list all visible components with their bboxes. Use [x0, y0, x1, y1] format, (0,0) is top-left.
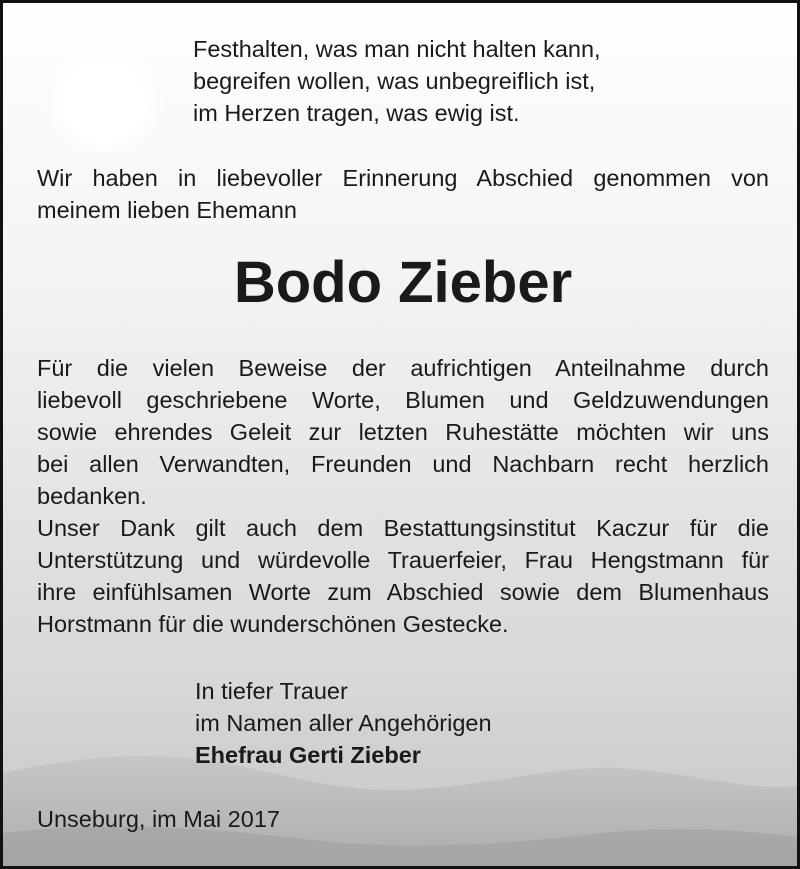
poem-line: im Herzen tragen, was ewig ist. — [193, 100, 520, 126]
thanks-line: bedanken. — [37, 483, 147, 509]
thanks-line: ihre einfühlsamen Worte zum Abschied sowie dem Blumenhaus — [37, 579, 769, 605]
poem-line: begreifen wollen, was unbegreiflich ist, — [193, 68, 596, 94]
thanks-line: Für die vielen Beweise der aufrichtigen Anteilnahme durch — [37, 355, 769, 381]
thanks-line: Unser Dank gilt auch dem Bestattungsinstitut Kaczur für die — [37, 515, 769, 541]
poem — [193, 33, 753, 129]
signature-line: im Namen aller Angehörigen — [195, 710, 492, 736]
thanks-line: bei allen Verwandten, Freunden und Nachbarn recht herzlich — [37, 451, 769, 477]
signer-name: Ehefrau Gerti Zieber — [195, 742, 421, 768]
intro-line: Wir haben in liebevoller Erinnerung Abschied genommen von — [37, 165, 769, 191]
intro-text — [37, 162, 769, 226]
thanks-line: Horstmann für die wunderschönen Gestecke. — [37, 611, 509, 637]
poem-line: Festhalten, was man nicht halten kann, — [193, 36, 601, 62]
intro-line: meinem lieben Ehemann — [37, 197, 297, 223]
place-date: Unseburg, im Mai 2017 — [37, 806, 280, 832]
thanks-text — [37, 352, 769, 640]
thanks-line: Unterstützung und würdevolle Trauerfeier, Frau Hengstmann für — [37, 547, 769, 573]
moon-icon — [58, 55, 150, 147]
deceased-name: Bodo Zieber — [233, 250, 573, 315]
signature-block — [195, 675, 715, 771]
thanks-line: liebevoll geschriebene Worte, Blumen und Geldzuwendungen — [37, 387, 769, 413]
signature-line: In tiefer Trauer — [195, 678, 348, 704]
thanks-line: sowie ehrendes Geleit zur letzten Ruhestätte möchten wir uns — [37, 419, 769, 445]
